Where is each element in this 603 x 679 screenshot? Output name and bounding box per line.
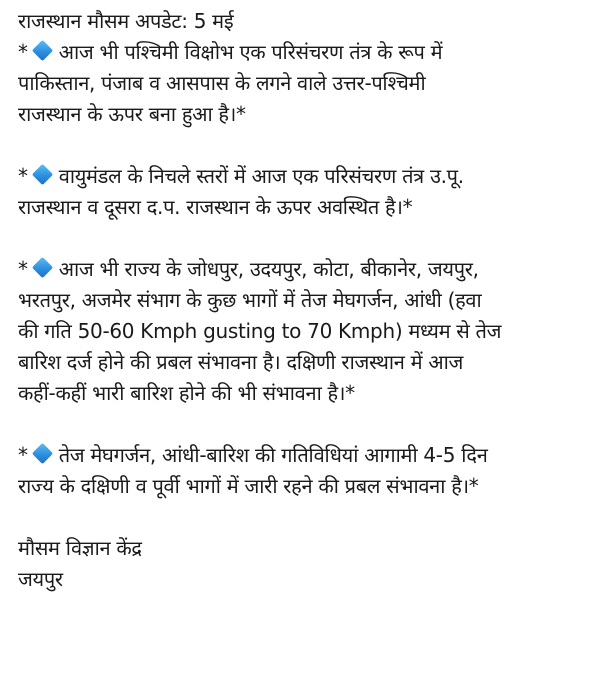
paragraph-1-line-2: पाकिस्तान, पंजाब व आसपास के लगने वाले उत्तर-पश्चिमी [18,71,426,95]
bullet-asterisk: * [18,257,28,281]
signature-block [18,533,596,595]
paragraph-1 [18,37,596,130]
paragraph-1-line-1 [18,37,596,68]
blue-diamond-icon [32,257,53,278]
paragraph-3-line-3: की गति 50-60 Kmph gusting to 70 Kmph) मध्यम से तेज [18,319,502,343]
paragraph-4-line-1 [18,440,596,471]
paragraph-2-line-1-text: वायुमंडल के निचले स्तरों में आज एक परिसंचरण तंत्र उ.पू. [58,164,464,188]
paragraph-1-line-3: राजस्थान के ऊपर बना हुआ है।* [18,102,246,126]
paragraph-4-line-1-text: तेज मेघगर्जन, आंधी-बारिश की गतिविधियां आगामी 4-5 दिन [58,443,488,467]
paragraph-3-line-1 [18,254,596,285]
paragraph-3-line-5: कहीं-कहीं भारी बारिश होने की भी संभावना है।* [18,381,355,405]
paragraph-spacer [18,223,596,254]
paragraph-3 [18,254,596,409]
blue-diamond-icon [32,443,53,464]
paragraph-1-line-1-text: आज भी पश्चिमी विक्षोभ एक परिसंचरण तंत्र के रूप में [58,40,443,64]
bullet-asterisk: * [18,40,28,64]
bullet-asterisk: * [18,443,28,467]
document-title: राजस्थान मौसम अपडेट: 5 मई [18,9,234,33]
paragraph-2 [18,161,596,223]
paragraph-4 [18,440,596,502]
paragraph-2-line-2: राजस्थान व दूसरा द.प. राजस्थान के ऊपर अवस्थित है।* [18,195,413,219]
signature-org: मौसम विज्ञान केंद्र [18,536,142,560]
paragraph-spacer [18,409,596,440]
paragraph-3-line-2: भरतपुर, अजमेर संभाग के कुछ भागों में तेज मेघगर्जन, आंधी (हवा [18,288,482,312]
blue-diamond-icon [32,164,53,185]
paragraph-3-line-4: बारिश दर्ज होने की प्रबल संभावना है। दक्षिणी राजस्थान में आज [18,350,464,374]
blue-diamond-icon [32,40,53,61]
paragraph-2-line-1 [18,161,596,192]
paragraph-3-line-1-text: आज भी राज्य के जोधपुर, उदयपुर, कोटा, बीकानेर, जयपुर, [58,257,479,281]
paragraph-4-line-2: राज्य के दक्षिणी व पूर्वी भागों में जारी रहने की प्रबल संभावना है।* [18,474,479,498]
weather-update-document [18,6,596,595]
paragraph-spacer [18,130,596,161]
signature-city: जयपुर [18,567,63,591]
paragraph-spacer [18,502,596,533]
bullet-asterisk: * [18,164,28,188]
